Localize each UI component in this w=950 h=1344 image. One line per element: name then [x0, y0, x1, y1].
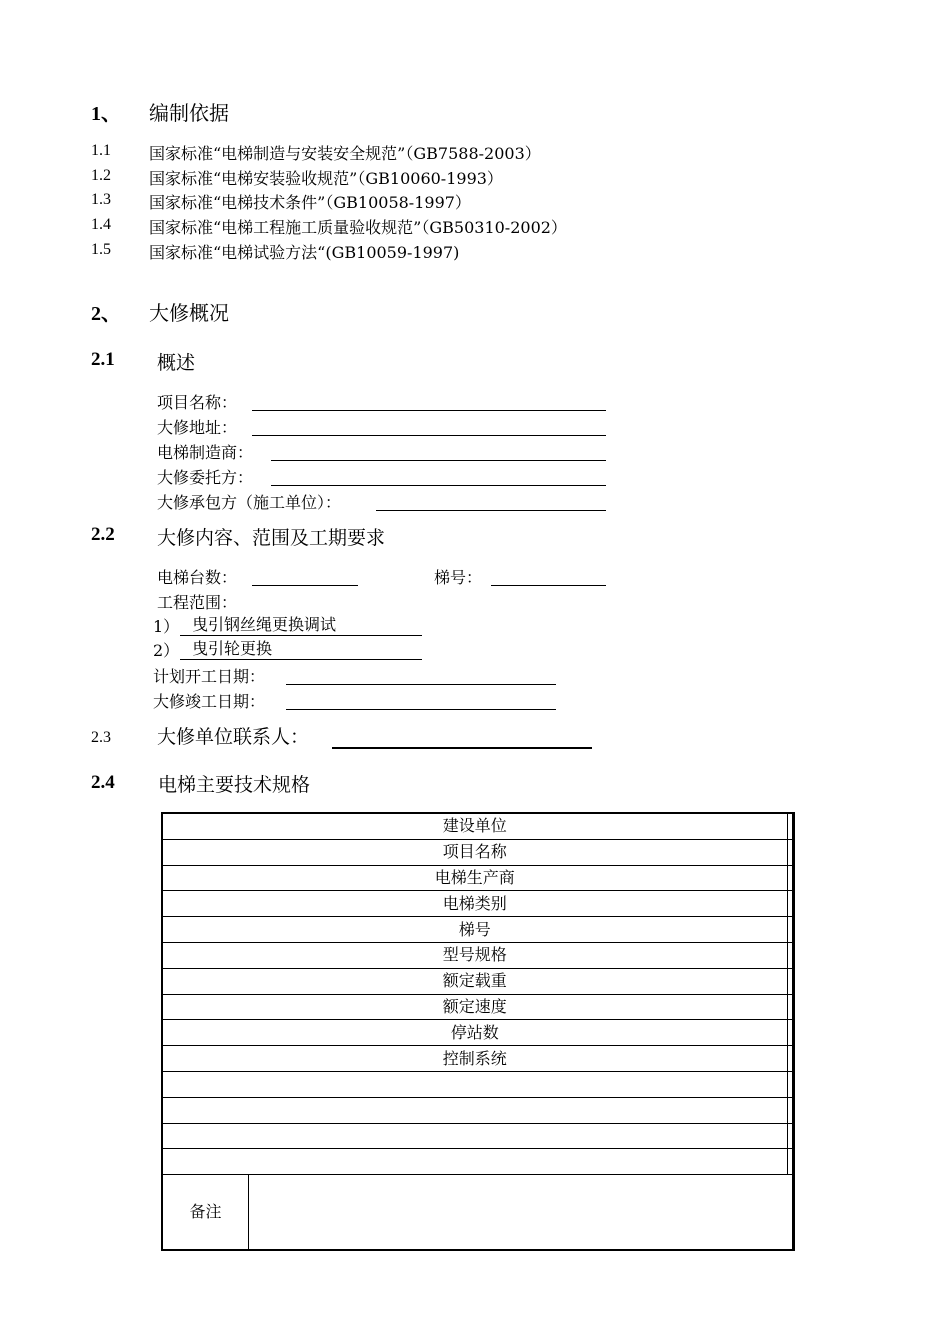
spec-value-cell[interactable] — [787, 839, 793, 865]
elevator-count-field[interactable] — [252, 585, 358, 586]
standard-number: 1.4 — [91, 216, 111, 233]
section-2-title: 大修概况 — [149, 301, 229, 325]
spec-label: 建设单位 — [162, 813, 787, 839]
remark-field[interactable] — [249, 1175, 794, 1251]
subsection-2-2-title: 大修内容、范围及工期要求 — [157, 527, 386, 549]
standard-number: 1.3 — [91, 191, 111, 208]
standard-item: 国家标准“电梯安装验收规范”（GB10060-1993） — [149, 169, 503, 188]
spec-value-cell[interactable] — [787, 1071, 793, 1097]
client-label: 大修委托方： — [157, 468, 254, 487]
spec-value-cell[interactable] — [787, 994, 793, 1020]
start-date-label: 计划开工日期： — [153, 667, 266, 686]
table-row — [162, 1097, 794, 1123]
standard-item: 国家标准“电梯技术条件”（GB10058-1997） — [149, 193, 471, 212]
remark-row — [162, 1175, 794, 1251]
subsection-2-2-number: 2.2 — [91, 524, 115, 545]
spec-value-cell[interactable] — [787, 891, 793, 917]
table-row — [162, 1020, 794, 1046]
spec-value-cell[interactable] — [787, 1046, 793, 1072]
table-row — [162, 917, 794, 943]
spec-label: 电梯类别 — [162, 891, 787, 917]
scope-item: 曳引轮更换 — [180, 638, 422, 660]
finish-date-label: 大修竣工日期： — [153, 692, 266, 711]
spec-value-cell[interactable] — [787, 1020, 793, 1046]
section-1-number: 1、 — [91, 103, 121, 125]
standard-number: 1.5 — [91, 241, 111, 258]
remark-label: 备注 — [162, 1175, 249, 1251]
project-name-label: 项目名称： — [157, 393, 238, 412]
elevator-count-label: 电梯台数： — [157, 568, 238, 587]
spec-value-cell[interactable] — [787, 917, 793, 943]
client-field[interactable] — [271, 485, 606, 486]
section-1-title: 编制依据 — [149, 101, 229, 125]
spec-label: 电梯生产商 — [162, 865, 787, 891]
table-row — [162, 942, 794, 968]
start-date-field[interactable] — [286, 684, 556, 685]
spec-label: 停站数 — [162, 1020, 787, 1046]
spec-label: 型号规格 — [162, 942, 787, 968]
spec-label[interactable] — [162, 1097, 787, 1123]
contractor-field[interactable] — [376, 510, 606, 511]
spec-value-cell[interactable] — [787, 1097, 793, 1123]
standard-number: 1.2 — [91, 167, 111, 184]
spec-label: 项目名称 — [162, 839, 787, 865]
manufacturer-field[interactable] — [271, 460, 606, 461]
table-row — [162, 1123, 794, 1149]
spec-label[interactable] — [162, 1123, 787, 1149]
spec-value-cell[interactable] — [787, 1123, 793, 1149]
subsection-2-4-number: 2.4 — [91, 772, 115, 793]
subsection-2-3-number: 2.3 — [91, 729, 111, 746]
table-row — [162, 813, 794, 839]
scope-item-number: 1） — [153, 617, 180, 636]
spec-label: 梯号 — [162, 917, 787, 943]
contractor-label: 大修承包方（施工单位）： — [157, 493, 342, 512]
spec-label[interactable] — [162, 1071, 787, 1097]
spec-value-cell[interactable] — [787, 865, 793, 891]
subsection-2-1-number: 2.1 — [91, 349, 115, 370]
table-row — [162, 1046, 794, 1072]
project-name-field[interactable] — [252, 410, 606, 411]
spec-label[interactable] — [162, 1149, 787, 1175]
spec-value-cell[interactable] — [787, 942, 793, 968]
table-row — [162, 968, 794, 994]
table-row — [162, 891, 794, 917]
spec-value-cell[interactable] — [787, 813, 793, 839]
spec-label: 额定载重 — [162, 968, 787, 994]
spec-value-cell[interactable] — [787, 1149, 793, 1175]
spec-table — [161, 812, 795, 1251]
table-row — [162, 839, 794, 865]
spec-value-cell[interactable] — [787, 968, 793, 994]
repair-address-field[interactable] — [252, 435, 606, 436]
table-row — [162, 1149, 794, 1175]
spec-label: 控制系统 — [162, 1046, 787, 1072]
contact-person-field[interactable] — [332, 747, 592, 749]
spec-label: 额定速度 — [162, 994, 787, 1020]
standard-number: 1.1 — [91, 142, 111, 159]
standard-item: 国家标准“电梯工程施工质量验收规范”（GB50310-2002） — [149, 218, 567, 237]
table-row — [162, 994, 794, 1020]
scope-item-number: 2） — [153, 641, 180, 660]
standard-item: 国家标准“电梯试验方法“(GB10059-1997) — [149, 243, 460, 262]
subsection-2-1-title: 概述 — [157, 352, 196, 374]
scope-item: 曳引钢丝绳更换调试 — [180, 614, 422, 636]
elevator-no-field[interactable] — [491, 585, 606, 586]
table-row — [162, 1071, 794, 1097]
scope-label: 工程范围： — [157, 593, 238, 612]
elevator-no-label: 梯号： — [434, 568, 483, 587]
table-row — [162, 865, 794, 891]
standard-item: 国家标准“电梯制造与安装安全规范”（GB7588-2003） — [149, 144, 541, 163]
manufacturer-label: 电梯制造商： — [157, 443, 254, 462]
finish-date-field[interactable] — [286, 709, 556, 710]
contact-person-label: 大修单位联系人： — [157, 726, 310, 748]
repair-address-label: 大修地址： — [157, 418, 238, 437]
section-2-number: 2、 — [91, 303, 121, 325]
subsection-2-4-title: 电梯主要技术规格 — [158, 774, 311, 796]
